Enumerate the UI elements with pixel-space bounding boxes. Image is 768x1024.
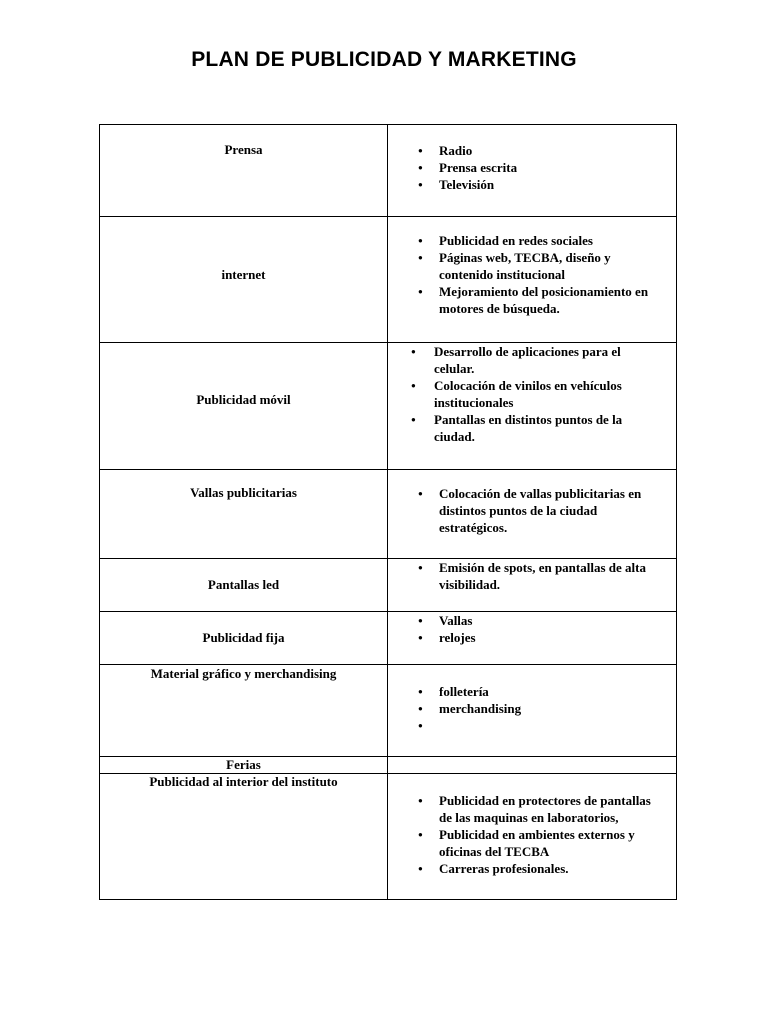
table-row	[100, 343, 677, 470]
list-item: ● Páginas web, TECBA, diseño y contenido institucional	[388, 249, 676, 283]
item-list	[388, 559, 676, 593]
table-row	[100, 559, 677, 612]
list-item: ● Emisión de spots, en pantallas de alta visibilidad.	[388, 559, 676, 593]
category-label: Pantallas led	[207, 577, 280, 592]
category-label: Publicidad móvil	[196, 392, 291, 407]
list-item: ● relojes	[388, 629, 676, 646]
table-row	[100, 125, 677, 217]
list-item: ● Colocación de vinilos en vehículos institucionales	[388, 377, 676, 411]
item-list	[388, 612, 676, 646]
category-cell	[100, 343, 388, 470]
table-row	[100, 757, 677, 774]
category-label: Publicidad al interior del instituto	[149, 774, 338, 789]
items-cell	[388, 612, 677, 665]
items-cell	[388, 343, 677, 470]
category-label: Prensa	[224, 142, 263, 157]
table-row	[100, 612, 677, 665]
list-item: ● Mejoramiento del posicionamiento en motores de búsqueda.	[388, 283, 676, 317]
category-cell	[100, 217, 388, 343]
item-list	[388, 470, 676, 536]
list-item: ● merchandising	[388, 700, 676, 717]
items-cell	[388, 559, 677, 612]
list-item: ● Colocación de vallas publicitarias en distintos puntos de la ciudad estratégicos.	[388, 485, 676, 536]
items-cell	[388, 757, 677, 774]
category-cell	[100, 665, 388, 757]
marketing-plan-table	[99, 124, 677, 900]
items-cell	[388, 125, 677, 217]
list-item: ● Publicidad en redes sociales	[388, 232, 676, 249]
list-item: ● Desarrollo de aplicaciones para el celular.	[388, 343, 676, 377]
item-list	[388, 217, 676, 317]
list-item: ● Carreras profesionales.	[388, 860, 676, 877]
category-label: internet	[221, 266, 266, 282]
items-cell	[388, 665, 677, 757]
items-cell	[388, 774, 677, 900]
category-cell	[100, 757, 388, 774]
item-list	[388, 665, 676, 734]
list-item: ● Pantallas en distintos puntos de la ciudad.	[388, 411, 676, 445]
item-list	[388, 774, 676, 877]
page-title: PLAN DE PUBLICIDAD Y MARKETING	[191, 48, 577, 71]
list-item	[388, 717, 676, 734]
list-item: ● Televisión	[388, 176, 676, 193]
table-row	[100, 665, 677, 757]
item-list	[388, 343, 676, 445]
item-list	[388, 125, 676, 193]
list-item: ● folletería	[388, 683, 676, 700]
category-cell	[100, 470, 388, 559]
table-row	[100, 217, 677, 343]
category-label: Ferias	[226, 757, 261, 772]
category-label: Vallas publicitarias	[190, 485, 297, 500]
category-label: Publicidad fija	[202, 630, 285, 645]
category-cell	[100, 125, 388, 217]
table-row	[100, 774, 677, 900]
items-cell	[388, 470, 677, 559]
list-item: ● Publicidad en ambientes externos y oficinas del TECBA	[388, 826, 676, 860]
category-label: Material gráfico y merchandising	[150, 666, 337, 681]
category-cell	[100, 559, 388, 612]
table-row	[100, 470, 677, 559]
items-cell	[388, 217, 677, 343]
list-item: ● Vallas	[388, 612, 676, 629]
list-item: ● Prensa escrita	[388, 159, 676, 176]
category-cell	[100, 612, 388, 665]
list-item: ● Radio	[388, 142, 676, 159]
list-item: ● Publicidad en protectores de pantallas de las maquinas en laboratorios,	[388, 792, 676, 826]
category-cell	[100, 774, 388, 900]
